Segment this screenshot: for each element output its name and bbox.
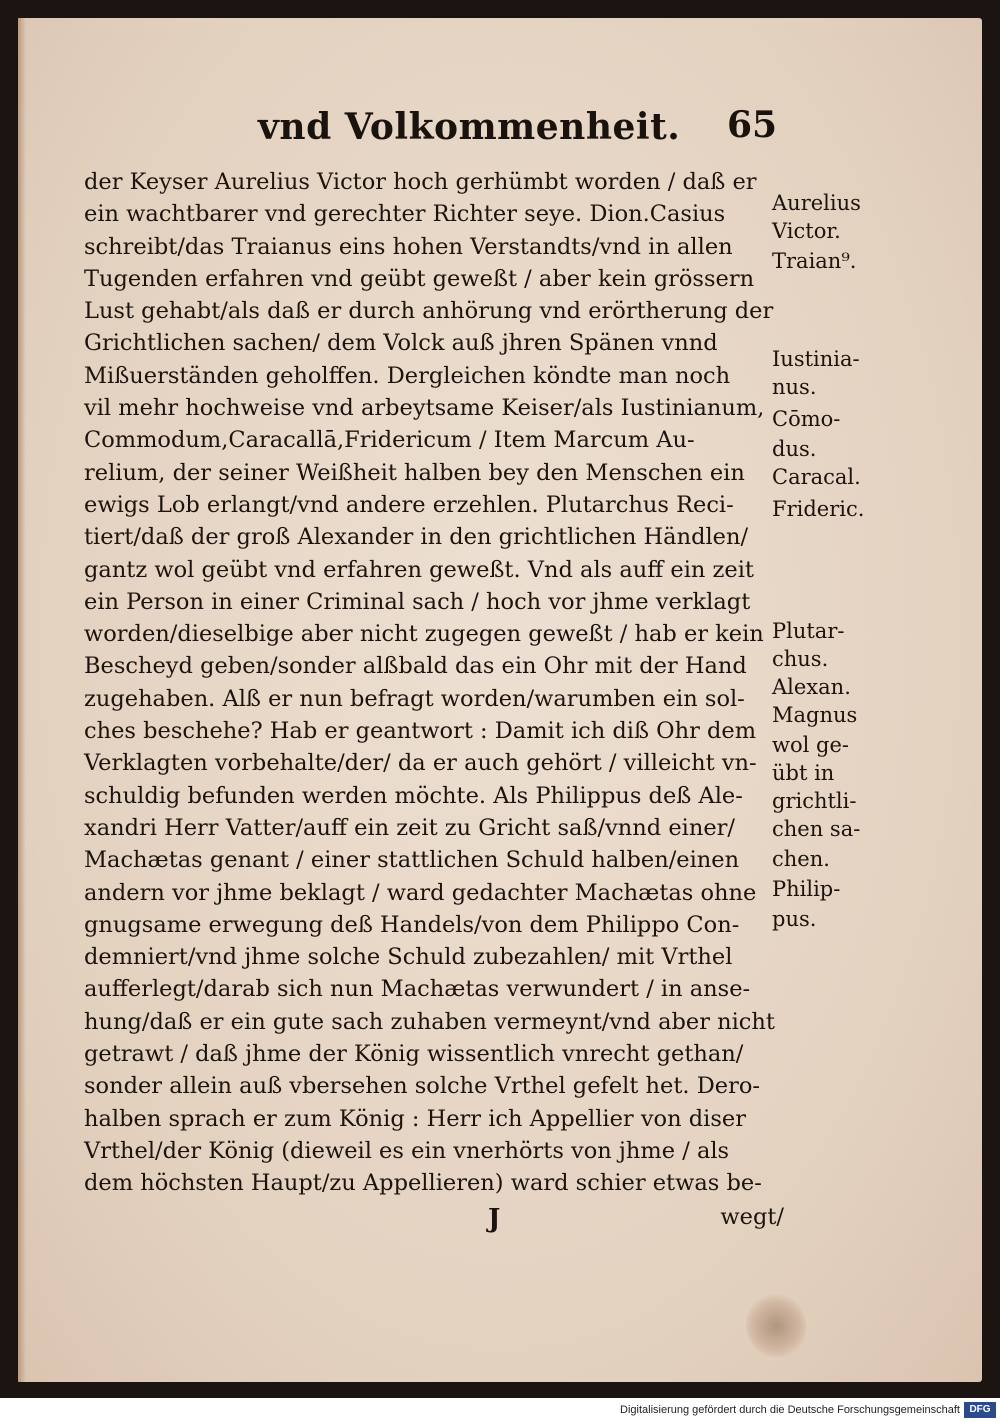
margin-note: chen sa-	[772, 817, 861, 841]
text-line: dem höchsten Haupt/zu Appellieren) ward schier etwas be-	[84, 1170, 762, 1197]
text-line: ein Person in einer Criminal sach / hoch vor jhme verklagt	[84, 588, 751, 615]
digitization-footer	[0, 1398, 1000, 1423]
margin-note: chen.	[772, 847, 830, 871]
margin-note: grichtli-	[772, 789, 857, 813]
text-line: hung/daß er ein gute sach zuhaben vermeynt/vnd aber nicht	[84, 1008, 775, 1035]
text-line: ein wachtbarer vnd gerechter Richter seye. Dion.Casius	[84, 201, 726, 228]
text-line: andern vor jhme beklagt / ward gedachter Machætas ohne	[84, 879, 757, 906]
text-line: ches beschehe? Hab er geantwort : Damit ich diß Ohr dem	[84, 718, 757, 745]
margin-note: übt in	[772, 761, 835, 785]
margin-note: dus.	[772, 437, 817, 461]
main-text-block	[84, 166, 784, 1200]
text-line: demniert/vnd jhme solche Schuld zubezahlen/ mit Vrthel	[84, 944, 733, 971]
text-line: getrawt / daß jhme der König wissentlich vnrecht gethan/	[84, 1041, 744, 1068]
text-line: tiert/daß der groß Alexander in den grichtlichen Händlen/	[84, 524, 749, 551]
text-line: Grichtlichen sachen/ dem Volck auß jhren Spänen vnnd	[84, 330, 718, 357]
text-line: vil mehr hochweise vnd arbeytsame Keiser/als Iustinianum,	[84, 395, 765, 422]
margin-note: pus.	[772, 907, 817, 931]
text-line: Verklagten vorbehalte/der/ da er auch gehört / villeicht vn-	[84, 750, 757, 777]
margin-note: Alexan.	[772, 675, 851, 699]
catchword-row	[84, 1204, 784, 1236]
text-line: Tugenden erfahren vnd geübt geweßt / aber kein grössern	[84, 265, 755, 292]
margin-note: Magnus	[772, 703, 858, 727]
margin-note: Philip-	[772, 877, 841, 901]
text-line: schuldig befunden werden möchte. Als Philippus deß Ale-	[84, 782, 743, 809]
text-line: gantz wol geübt vnd erfahren geweßt. Vnd als auff ein zeit	[84, 556, 754, 583]
text-line: worden/dieselbige aber nicht zugegen geweßt / hab er kein	[84, 621, 764, 648]
margin-note: chus.	[772, 647, 829, 671]
text-line: Machætas genant / einer stattlichen Schuld halben/einen	[84, 847, 740, 874]
funding-credit: Digitalisierung gefördert durch die Deutsche Forschungsgemeinschaft	[620, 1404, 960, 1416]
text-line: xandri Herr Vatter/auff ein zeit zu Gricht saß/vnnd einer/	[84, 814, 735, 841]
dfg-logo: DFG	[964, 1402, 996, 1418]
margin-note: Plutar-	[772, 619, 845, 643]
text-line: schreibt/das Traianus eins hohen Verstandts/vnd in allen	[84, 233, 733, 260]
text-line: zugehaben. Alß er nun befragt worden/warumben ein sol-	[84, 685, 745, 712]
margin-note: Caracal.	[772, 465, 861, 489]
text-line: ewigs Lob erlangt/vnd andere erzehlen. Plutarchus Reci-	[84, 491, 734, 518]
book-page	[18, 18, 982, 1382]
text-line: Mißuerständen geholffen. Dergleichen köndte man noch	[84, 362, 731, 389]
margin-note: Cōmo-	[772, 407, 841, 431]
catchword: wegt/	[720, 1204, 784, 1230]
text-line: sonder allein auß vbersehen solche Vrthel gefelt het. Dero-	[84, 1073, 760, 1100]
paper-stain	[746, 1294, 806, 1358]
text-line: gnugsame erwegung deß Handels/von dem Philippo Con-	[84, 911, 740, 938]
text-line: aufferlegt/darab sich nun Machætas verwundert / in anse-	[84, 976, 751, 1003]
margin-note: Traian⁹.	[772, 249, 857, 273]
page-number: 65	[727, 104, 778, 146]
text-line: Vrthel/der König (dieweil es ein vnerhörts von jhme / als	[84, 1137, 730, 1164]
margin-note: wol ge-	[772, 733, 849, 757]
margin-note: Iustinia-	[772, 347, 860, 371]
margin-note: nus.	[772, 375, 817, 399]
running-title: vnd Volkommenheit.	[258, 106, 681, 148]
text-line: der Keyser Aurelius Victor hoch gerhümbt worden / daß er	[84, 169, 757, 195]
text-line: Commodum,Caracallā,Fridericum / Item Marcum Au-	[84, 427, 695, 454]
margin-note: Frideric.	[772, 497, 865, 521]
margin-note: Victor.	[772, 219, 841, 243]
text-line: Lust gehabt/als daß er durch anhörung vnd erörtherung der	[84, 298, 774, 325]
text-line: halben sprach er zum König : Herr ich Appellier von diser	[84, 1105, 746, 1132]
text-line: relium, der seiner Weißheit halben bey den Menschen ein	[84, 459, 745, 486]
signature-mark: J	[488, 1204, 501, 1234]
text-line: Bescheyd geben/sonder alßbald das ein Ohr mit der Hand	[84, 653, 747, 680]
page-gutter-shadow	[18, 18, 26, 1382]
margin-note: Aurelius	[772, 191, 861, 215]
page-header	[18, 104, 982, 164]
